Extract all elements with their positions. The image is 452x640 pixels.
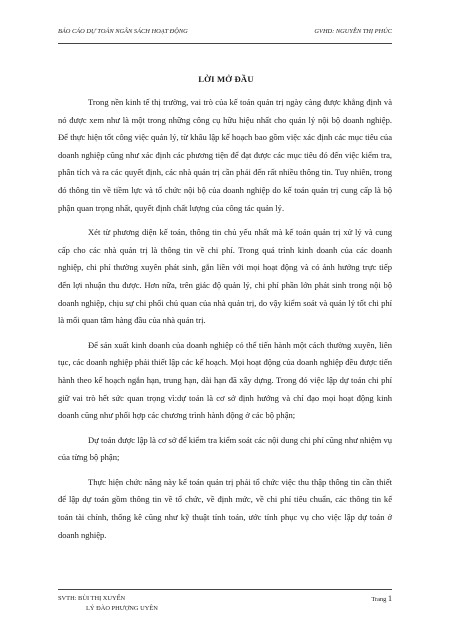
paragraph: Trong nền kinh tế thị trường, vai trò của kế toán quản trị ngày càng được khẳng định và nó được xem như là một trong những công cụ hữu hiệu nhất cho quản lý nội bộ doanh nghiệp. Để thực hiện tốt công việc quản lý, từ khâu lập kế hoạch bao gồm việc xác định các mục tiêu của doanh nghiệp cũng như xác định các phương tiện để đạt được các mục tiêu đó đến việc kiểm tra, phân tích và ra các quyết định, các nhà quản trị cần phải đến rất nhiều thông tin. Tuy nhiên, trong đó thông tin về tiềm lực và tổ chức nội bộ của doanh nghiệp do kế toán quản trị cung cấp là bộ phận quan trọng nhất, quyết định chất lượng của công tác quản lý. (58, 97, 392, 213)
paragraph: Để sản xuất kinh doanh của doanh nghiệp có thể tiến hành một cách thường xuyên, liên tục, các doanh nghiệp phải thiết lập các kế hoạch. Mọi hoạt động của doanh nghiệp đều được tiến hành theo kế hoạch ngắn hạn, trung hạn, dài hạn đã xây dựng. Trong đó việc lập dự toán chi phí giữ vai trò hết sức quan trọng vì:dự toán là cơ sở định hướng và chỉ đạo mọi hoạt động kinh doanh cũng như phối hợp các chương trình hành động ở các bộ phận; (58, 339, 392, 421)
header-report-title: BÁO CÁO DỰ TOÁN NGÂN SÁCH HOẠT ĐỘNG (58, 28, 188, 35)
page-footer (58, 589, 392, 613)
header-supervisor: GVHD: NGUYỄN THỊ PHÚC (314, 28, 392, 35)
page-label: Trang (371, 596, 387, 603)
footer-author-2: LÝ ĐÀO PHƯỢNG UYÊN (86, 604, 158, 612)
paragraph: Xét từ phương diện kế toán, thông tin chủ yếu nhất mà kế toán quản trị xử lý và cung cấp cho các nhà quản trị là thông tin về chi phí. Trong quá trình kinh doanh của các doanh nghiệp, chi phí thường xuyên phát sinh, gắn liền với mọi hoạt động và có ảnh hưởng trực tiếp đến lợi nhuận thu được. Hơn nữa, trên giác độ quản lý, chi phí phần lớn phát sinh trong nội bộ doanh nghiệp, chịu sự chi phối chủ quan của nhà quản trị, do vậy kiểm soát và quản lý tốt chi phí là mối quan tâm hàng đầu của nhà quản trị. (58, 227, 392, 326)
page-title: LỜI MỞ ĐẦU (198, 74, 254, 84)
footer-author-1: SVTH: BÙI THỊ XUYẾN (58, 595, 126, 602)
paragraph: Dự toán được lập là cơ sở để kiểm tra kiểm soát các nội dung chi phí cũng như nhiệm vụ của từng bộ phận; (58, 434, 392, 463)
document-body (58, 94, 392, 551)
footer-authors (58, 594, 158, 613)
page-number: 1 (388, 594, 392, 603)
paragraph: Thực hiện chức năng này kế toán quản trị phải tổ chức việc thu thập thông tin cần thiết để lập dự toán gồm thông tin về tổ chức, về định mức, về chi phí tiêu chuẩn, các thông tin kế toán tài chính, thống kê cũng như kỹ thuật tính toán, ước tính phục vụ cho việc lập dự toán ở doanh nghiệp. (58, 476, 392, 540)
page-number-block (371, 594, 392, 613)
page-header (58, 28, 392, 44)
